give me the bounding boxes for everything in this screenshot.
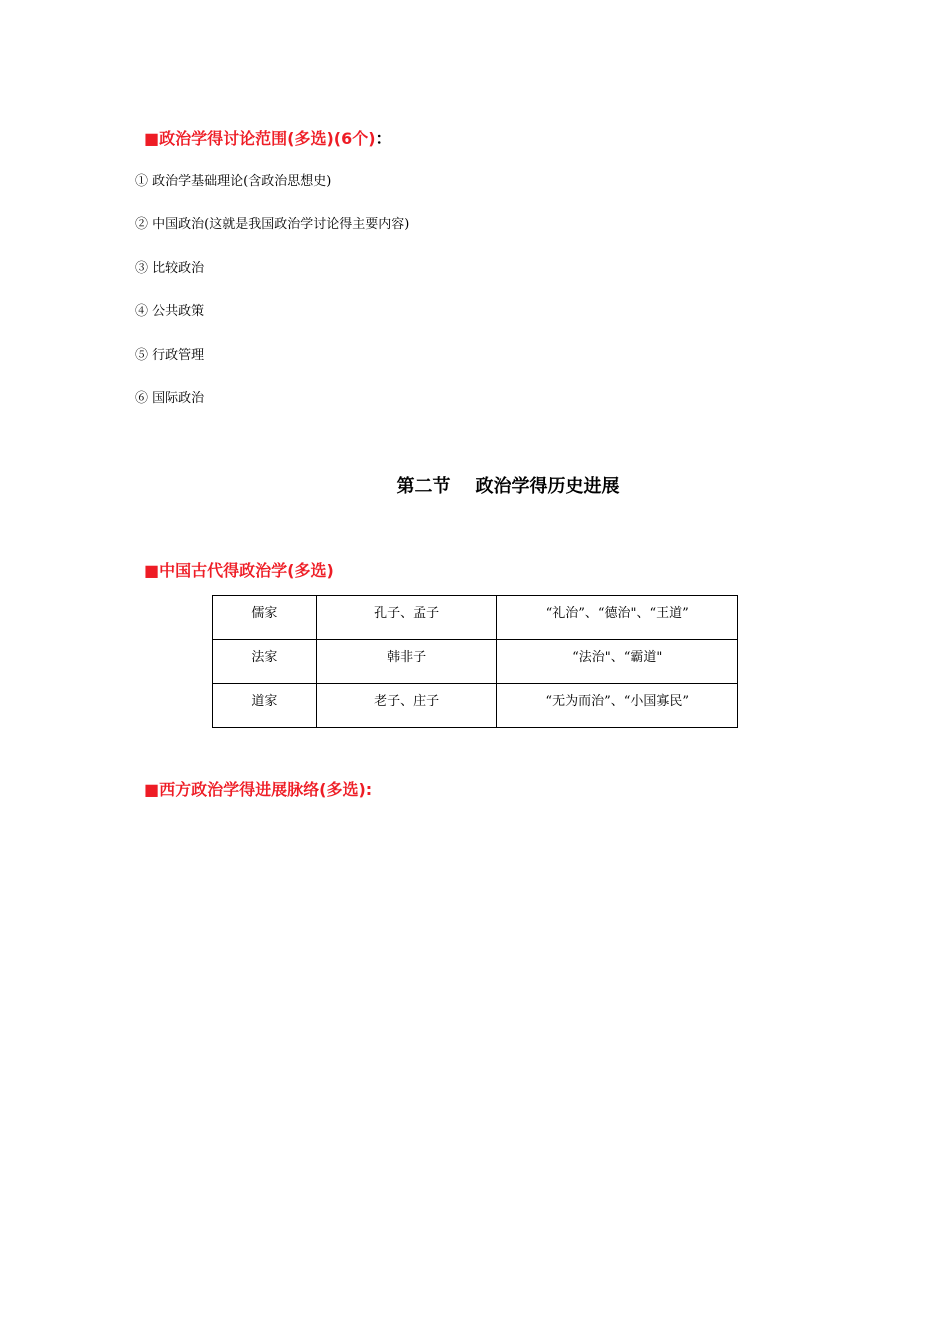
ancient-schools-table bbox=[212, 595, 738, 728]
list-item: ④ 公共政策 bbox=[135, 304, 205, 319]
western-heading-text: 西方政治学得进展脉络(多选): bbox=[159, 780, 373, 799]
scope-heading-tail: ： bbox=[375, 129, 392, 148]
table-row bbox=[213, 640, 738, 684]
scope-heading-text: 政治学得讨论范围(多选)(6个) bbox=[159, 129, 376, 148]
ancient-marker: ■ bbox=[144, 561, 160, 580]
table-row bbox=[213, 596, 738, 640]
school-cell: 儒家 bbox=[213, 596, 317, 640]
list-item: ⑤ 行政管理 bbox=[135, 348, 205, 363]
ideas-cell: “无为而治”、“小国寡民” bbox=[497, 684, 738, 728]
western-heading bbox=[144, 777, 372, 800]
scope-heading bbox=[144, 126, 392, 149]
list-item: ② 中国政治(这就是我国政治学讨论得主要内容) bbox=[135, 217, 410, 232]
list-item: ① 政治学基础理论(含政治思想史) bbox=[135, 174, 332, 189]
list-item: ⑥ 国际政治 bbox=[135, 391, 205, 406]
western-marker: ■ bbox=[144, 780, 160, 799]
scope-marker: ■ bbox=[144, 129, 160, 148]
section-title: 第二节 政治学得历史进展 bbox=[396, 476, 620, 497]
ancient-heading-text: 中国古代得政治学(多选) bbox=[159, 561, 334, 580]
ancient-heading bbox=[144, 558, 334, 581]
table-row bbox=[213, 684, 738, 728]
people-cell: 老子、庄子 bbox=[316, 684, 497, 728]
school-cell: 道家 bbox=[213, 684, 317, 728]
school-cell: 法家 bbox=[213, 640, 317, 684]
people-cell: 孔子、孟子 bbox=[316, 596, 497, 640]
people-cell: 韩非子 bbox=[316, 640, 497, 684]
list-item: ③ 比较政治 bbox=[135, 261, 205, 276]
ideas-cell: “礼治”、“德治"、“王道” bbox=[497, 596, 738, 640]
ideas-cell: “法治"、“霸道" bbox=[497, 640, 738, 684]
